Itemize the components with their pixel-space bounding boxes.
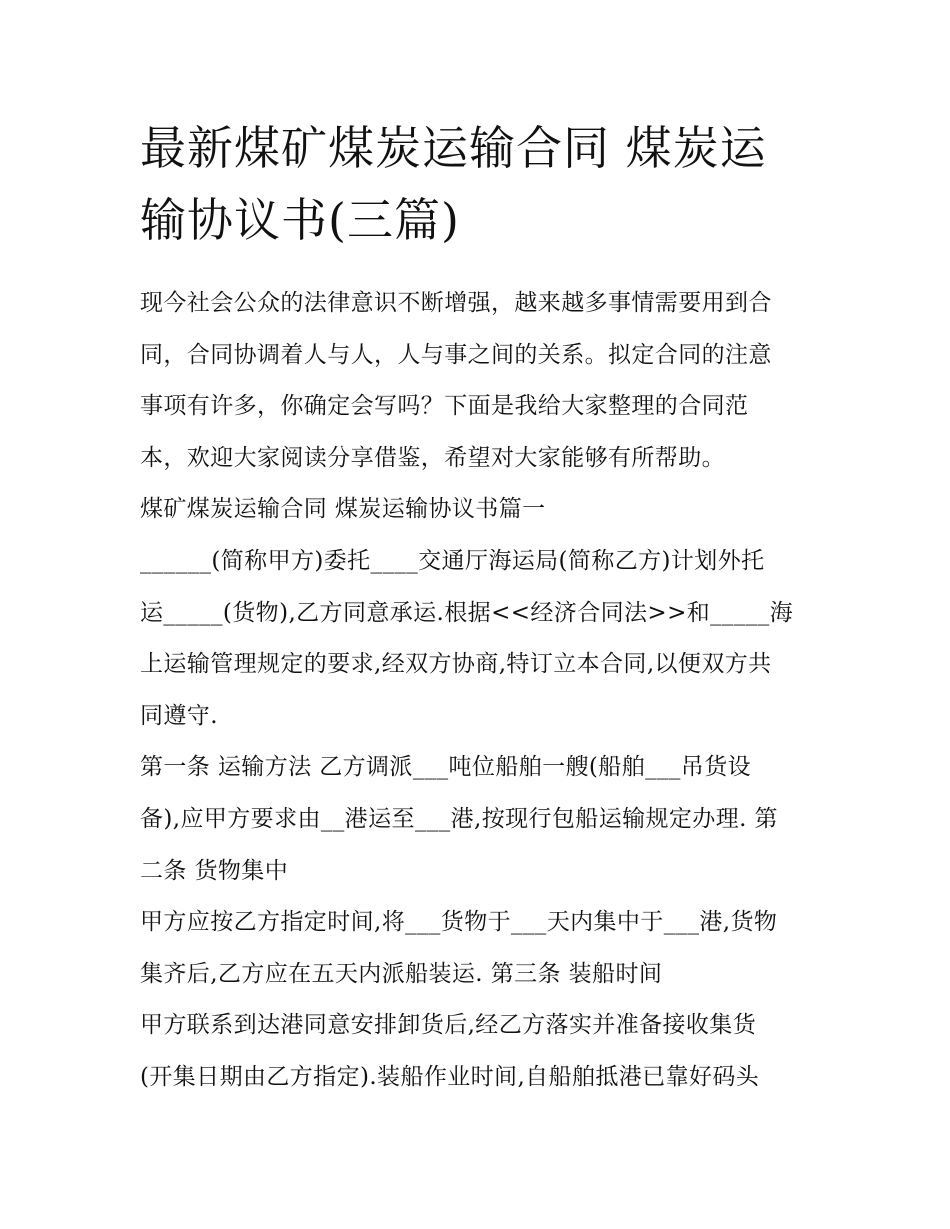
title-line: 最新煤矿煤炭运输合同 煤炭运	[140, 121, 767, 175]
paragraph-line: 同遵守.	[140, 702, 218, 729]
article-2-line: 甲方应按乙方指定时间,将___货物于___天内集中于___港,货物	[140, 909, 778, 936]
article-3-line: 甲方联系到达港同意安排卸货后,经乙方落实并准备接收集货	[140, 1012, 757, 1039]
article-1-line: 备),应甲方要求由__港运至___港,按现行包船运输规定办理. 第	[140, 805, 778, 832]
title-line: 输协议书(三篇)	[140, 193, 460, 247]
paragraph-line: ______(简称甲方)委托____交通厅海运局(简称乙方)计划外托	[140, 547, 765, 574]
intro-line: 同，合同协调着人与人，人与事之间的关系。拟定合同的注意	[140, 341, 772, 368]
article-3-line: (开集日期由乙方指定).装船作业时间,自船舶抵港已靠好码头	[140, 1063, 760, 1090]
intro-line: 事项有许多，你确定会写吗？下面是我给大家整理的合同范	[140, 393, 749, 420]
document-title	[140, 112, 830, 256]
article-2-heading: 二条 货物集中	[140, 857, 289, 884]
article-2-line: 集齐后,乙方应在五天内派船装运. 第三条 装船时间	[140, 960, 663, 987]
intro-line: 现今社会公众的法律意识不断增强，越来越多事情需要用到合	[140, 290, 772, 316]
intro-line: 本，欢迎大家阅读分享借鉴，希望对大家能够有所帮助。	[140, 444, 725, 471]
article-1-line: 第一条 运输方法 乙方调派___吨位船舶一艘(船舶___吊货设	[140, 754, 751, 781]
document-body	[140, 278, 830, 1104]
paragraph-line: 上运输管理规定的要求,经双方协商,特订立本合同,以便双方共	[140, 651, 772, 678]
section-heading: 煤矿煤炭运输合同 煤炭运输协议书篇一	[140, 496, 546, 523]
paragraph-line: 运_____(货物),乙方同意承运.根据<<经济合同法>>和_____海	[140, 599, 794, 626]
